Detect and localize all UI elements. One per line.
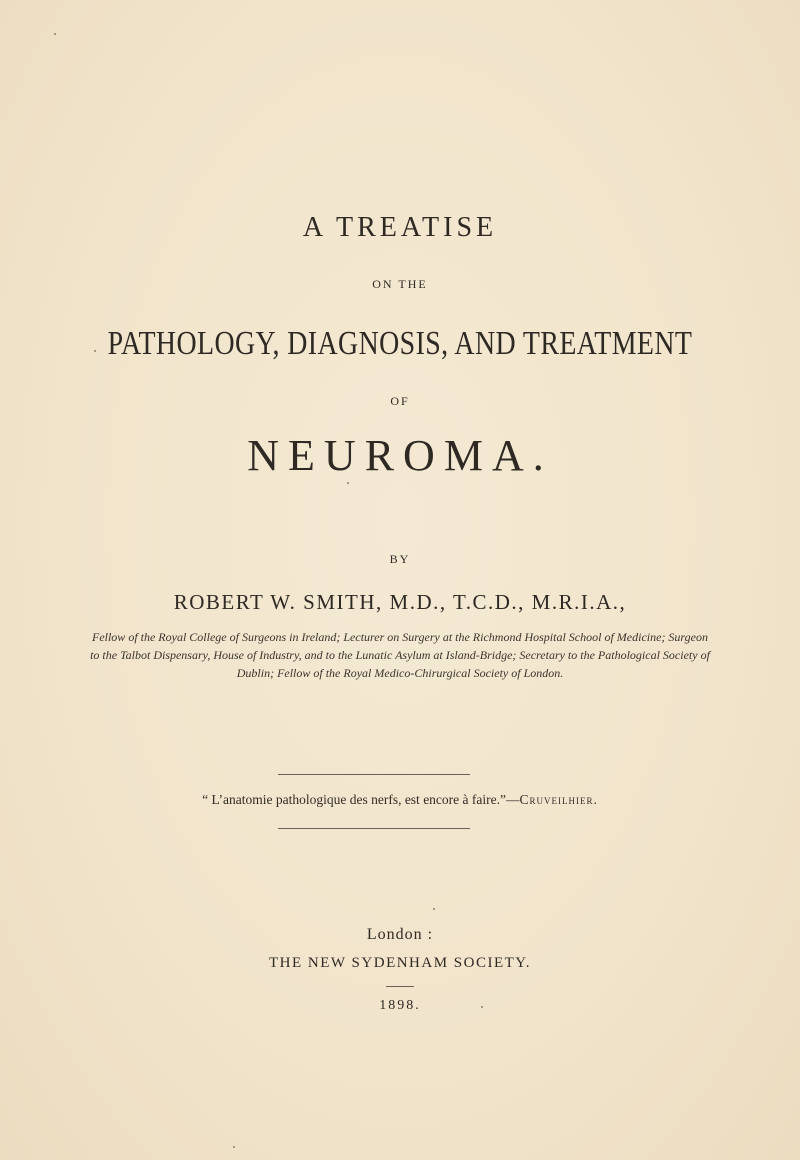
treatise-heading: A TREATISE bbox=[302, 212, 498, 243]
epigraph-attribution: Cruveilhier. bbox=[519, 792, 598, 807]
epigraph bbox=[0, 792, 800, 808]
imprint-city: London : bbox=[366, 926, 434, 943]
author-name: ROBERT W. SMITH, M.D., T.C.D., M.R.I.A., bbox=[173, 590, 627, 614]
neuroma-heading: NEUROMA. bbox=[247, 431, 553, 480]
subject-heading: PATHOLOGY, DIAGNOSIS, AND TREATMENT bbox=[107, 325, 693, 362]
paper-speck bbox=[94, 350, 96, 352]
paper-speck bbox=[233, 1146, 235, 1148]
on-the-text: ON THE bbox=[372, 277, 428, 291]
paper-speck bbox=[433, 908, 435, 910]
author-credentials: Fellow of the Royal College of Surgeons in Ireland; Lecturer on Surgery at the Richmond Hospital School of Medicine; Surgeon to the Talbot Dispensary, House of Industry, and to the Lunatic Asylum at Island-Bridge; Secretary to the Pathological Society of Dublin; Fellow of the Royal Medico-Chirurgical Society of London. bbox=[90, 630, 710, 680]
paper-speck bbox=[54, 33, 56, 35]
paper-speck bbox=[481, 1006, 483, 1008]
of-text: OF bbox=[390, 394, 410, 408]
epigraph-text: “ L’anatomie pathologique des nerfs, est encore à faire.”— bbox=[202, 792, 520, 807]
by-text: BY bbox=[389, 552, 411, 566]
epigraph-rule-bottom bbox=[278, 828, 470, 829]
imprint-year: 1898. bbox=[379, 998, 421, 1013]
paper-speck bbox=[347, 482, 349, 484]
imprint-publisher: THE NEW SYDENHAM SOCIETY. bbox=[269, 955, 531, 971]
imprint-rule bbox=[386, 986, 414, 987]
epigraph-rule-top bbox=[278, 774, 470, 775]
